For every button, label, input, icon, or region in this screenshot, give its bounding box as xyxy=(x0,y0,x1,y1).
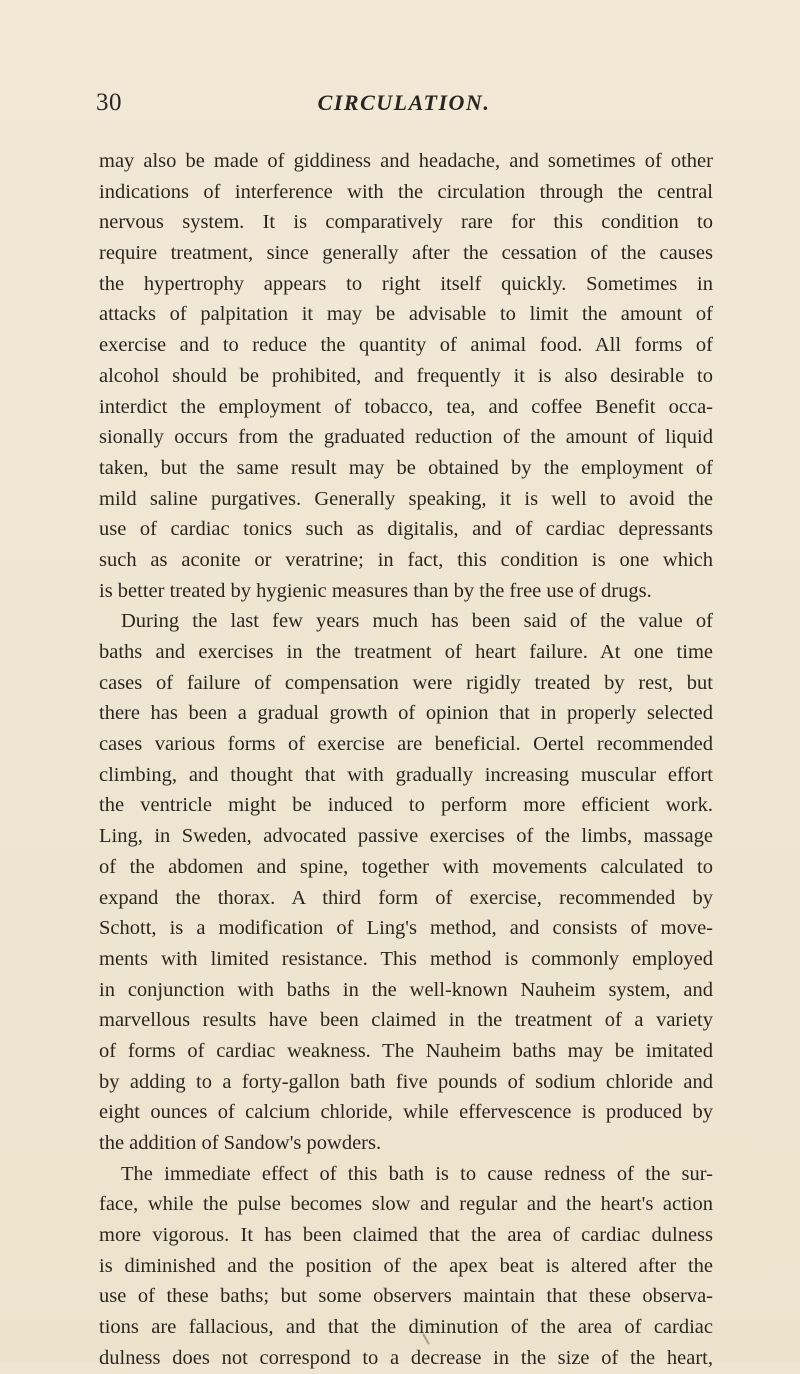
text-line: require treatment, since generally after the cessation of the causes xyxy=(99,242,713,265)
text-line: the hypertrophy appears to right itself quickly. Sometimes in xyxy=(99,272,713,295)
text-line: sionally occurs from the graduated reduction of the amount of liquid xyxy=(99,426,713,449)
text-line: expand the thorax. A third form of exercise, recommended by xyxy=(99,886,713,909)
text-line: there has been a gradual growth of opinion that in properly selected xyxy=(99,702,713,725)
text-line: indications of interference with the circulation through the central xyxy=(99,180,713,203)
text-line: cases various forms of exercise are beneficial. Oertel recommended xyxy=(99,733,713,756)
text-line: is better treated by hygienic measures than by the free use of drugs. xyxy=(99,579,652,602)
text-line: tions are fallacious, and that the diminution of the area of cardiac xyxy=(99,1316,713,1339)
text-line: the ventricle might be induced to perform more efficient work. xyxy=(99,794,713,817)
text-line: Ling, in Sweden, advocated passive exercises of the limbs, massage xyxy=(99,825,713,848)
text-line: cases of failure of compensation were rigidly treated by rest, but xyxy=(99,671,713,694)
page-header xyxy=(96,86,712,120)
running-head: CIRCULATION. xyxy=(317,90,491,115)
text-line: may also be made of giddiness and headache, and sometimes of other xyxy=(99,150,713,172)
text-line: eight ounces of calcium chloride, while effervescence is produced by xyxy=(99,1101,713,1124)
text-line: more vigorous. It has been claimed that the area of cardiac dulness xyxy=(99,1224,713,1247)
body-text xyxy=(99,146,713,1374)
text-line: Schott, is a modification of Ling's method, and consists of move- xyxy=(99,917,713,940)
text-line: by adding to a forty-gallon bath five pounds of sodium chloride and xyxy=(99,1070,713,1093)
text-line: nervous system. It is comparatively rare for this condition to xyxy=(99,211,713,234)
page-number: 30 xyxy=(96,89,122,116)
text-line: baths and exercises in the treatment of heart failure. At one time xyxy=(99,641,713,663)
text-line: of the abdomen and spine, together with movements calculated to xyxy=(99,855,713,878)
text-line: taken, but the same result may be obtained by the employment of xyxy=(99,456,713,479)
text-line: mild saline purgatives. Generally speaking, it is well to avoid the xyxy=(99,487,713,510)
text-line: of forms of cardiac weakness. The Nauheim baths may be imitated xyxy=(99,1039,713,1062)
text-line: such as aconite or veratrine; in fact, this condition is one which xyxy=(99,548,713,571)
text-line: alcohol should be prohibited, and frequently it is also desirable to xyxy=(99,364,713,387)
text-line: use of cardiac tonics such as digitalis, and of cardiac depressants xyxy=(99,518,713,541)
text-line: ments with limited resistance. This method is commonly employed xyxy=(99,947,713,970)
text-line: climbing, and thought that with gradually increasing muscular effort xyxy=(99,763,713,786)
text-line: the addition of Sandow's powders. xyxy=(99,1132,382,1154)
text-line: interdict the employment of tobacco, tea, and coffee Benefit occa- xyxy=(99,395,713,418)
text-line: use of these baths; but some observers maintain that these observa- xyxy=(99,1285,713,1308)
text-line: face, while the pulse becomes slow and regular and the heart's action xyxy=(99,1193,713,1216)
text-line: attacks of palpitation it may be advisable to limit the amount of xyxy=(99,303,713,326)
text-line: During the last few years much has been said of the value of xyxy=(121,610,713,633)
text-line: dulness does not correspond to a decrease in the size of the heart, xyxy=(99,1346,713,1369)
text-line: in conjunction with baths in the well-known Nauheim system, and xyxy=(99,978,713,1001)
text-line: is diminished and the position of the apex beat is altered after the xyxy=(99,1254,713,1277)
text-line: exercise and to reduce the quantity of animal food. All forms of xyxy=(99,334,713,357)
text-line: The immediate effect of this bath is to cause redness of the sur- xyxy=(121,1162,713,1185)
text-line: marvellous results have been claimed in the treatment of a variety xyxy=(99,1009,713,1032)
